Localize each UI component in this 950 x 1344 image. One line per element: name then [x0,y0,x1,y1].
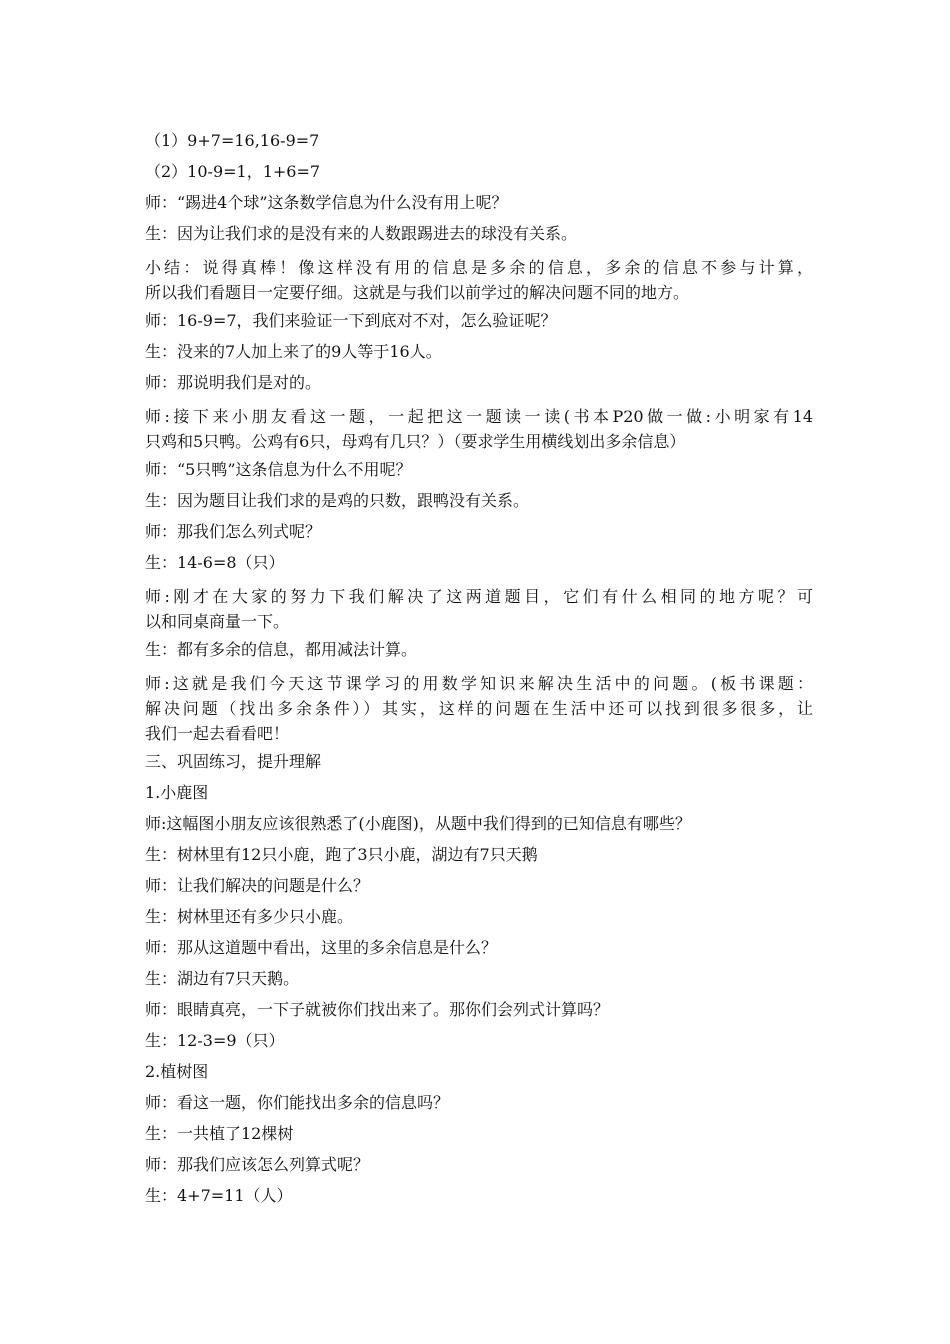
subsection-heading: 2.植树图 [145,1062,209,1081]
subsection-heading: 1.小鹿图 [145,783,209,802]
text-line: 生：都有多余的信息，都用减法计算。 [145,640,418,659]
text-line: 生：因为题目让我们求的是鸡的只数，跟鸭没有关系。 [145,491,530,510]
section-heading: 三、巩固练习，提升理解 [145,752,322,771]
text-line: 师：那我们应该怎么列算式呢？ [145,1155,370,1174]
text-line: 以和同桌商量一下。 [145,612,290,631]
text-line: 生：一共植了12棵树 [145,1124,294,1143]
text-line: 师:接下来小朋友看这一题，一起把这一题读一读(书本P20做一做:小明家有14 [145,407,813,426]
text-line: 只鸡和5只鸭。公鸡有6只，母鸡有几只？）（要求学生用横线划出多余信息） [145,432,686,451]
text-line: 生：因为让我们求的是没有来的人数跟踢进去的球没有关系。 [145,224,578,243]
document-page [145,125,813,1211]
text-line: 师:刚才在大家的努力下我们解决了这两道题目，它们有什么相同的地方呢？可 [145,587,813,606]
text-line: 师:这幅图小朋友应该很熟悉了(小鹿图)，从题中我们得到的已知信息有哪些？ [145,814,691,833]
text-line: 生：14-6=8（只） [145,553,285,572]
text-line: 生：树林里有12只小鹿，跑了3只小鹿，湖边有7只天鹅 [145,845,538,864]
text-line: （2）10-9=1，1+6=7 [145,162,321,181]
text-line: 生：没来的7人加上来了的9人等于16人。 [145,342,442,361]
text-line: 师:这就是我们今天这节课学习的用数学知识来解决生活中的问题。(板书课题： [145,674,813,693]
text-line: 师：看这一题，你们能找出多余的信息吗？ [145,1093,450,1112]
text-line: 师：眼睛真亮，一下子就被你们找出来了。那你们会列式计算吗？ [145,1000,610,1019]
text-line: 所以我们看题目一定要仔细。这就是与我们以前学过的解决问题不同的地方。 [145,283,690,302]
text-line: 解决问题（找出多余条件））其实，这样的问题在生活中还可以找到很多很多，让 [145,699,813,718]
text-line: 师：“5只鸭”这条信息为什么不用呢？ [145,460,412,479]
text-line: 师：让我们解决的问题是什么？ [145,876,370,895]
text-line: 生：4+7=11（人） [145,1186,293,1205]
text-line: 师：那从这道题中看出，这里的多余信息是什么？ [145,938,498,957]
text-line: 我们一起去看看吧！ [145,724,290,743]
text-line: 师：16-9=7，我们来验证一下到底对不对，怎么验证呢？ [145,311,557,330]
text-line: 师：那我们怎么列式呢？ [145,522,322,541]
text-line: 师：“踢进4个球”这条数学信息为什么没有用上呢？ [145,193,508,212]
text-line: 小结：说得真棒！像这样没有用的信息是多余的信息，多余的信息不参与计算， [145,258,813,277]
text-line: （1）9+7=16,16-9=7 [145,131,320,150]
text-line: 生：12-3=9（只） [145,1031,285,1050]
text-line: 师：那说明我们是对的。 [145,373,322,392]
text-line: 生：湖边有7只天鹅。 [145,969,300,988]
text-line: 生：树林里还有多少只小鹿。 [145,907,354,926]
